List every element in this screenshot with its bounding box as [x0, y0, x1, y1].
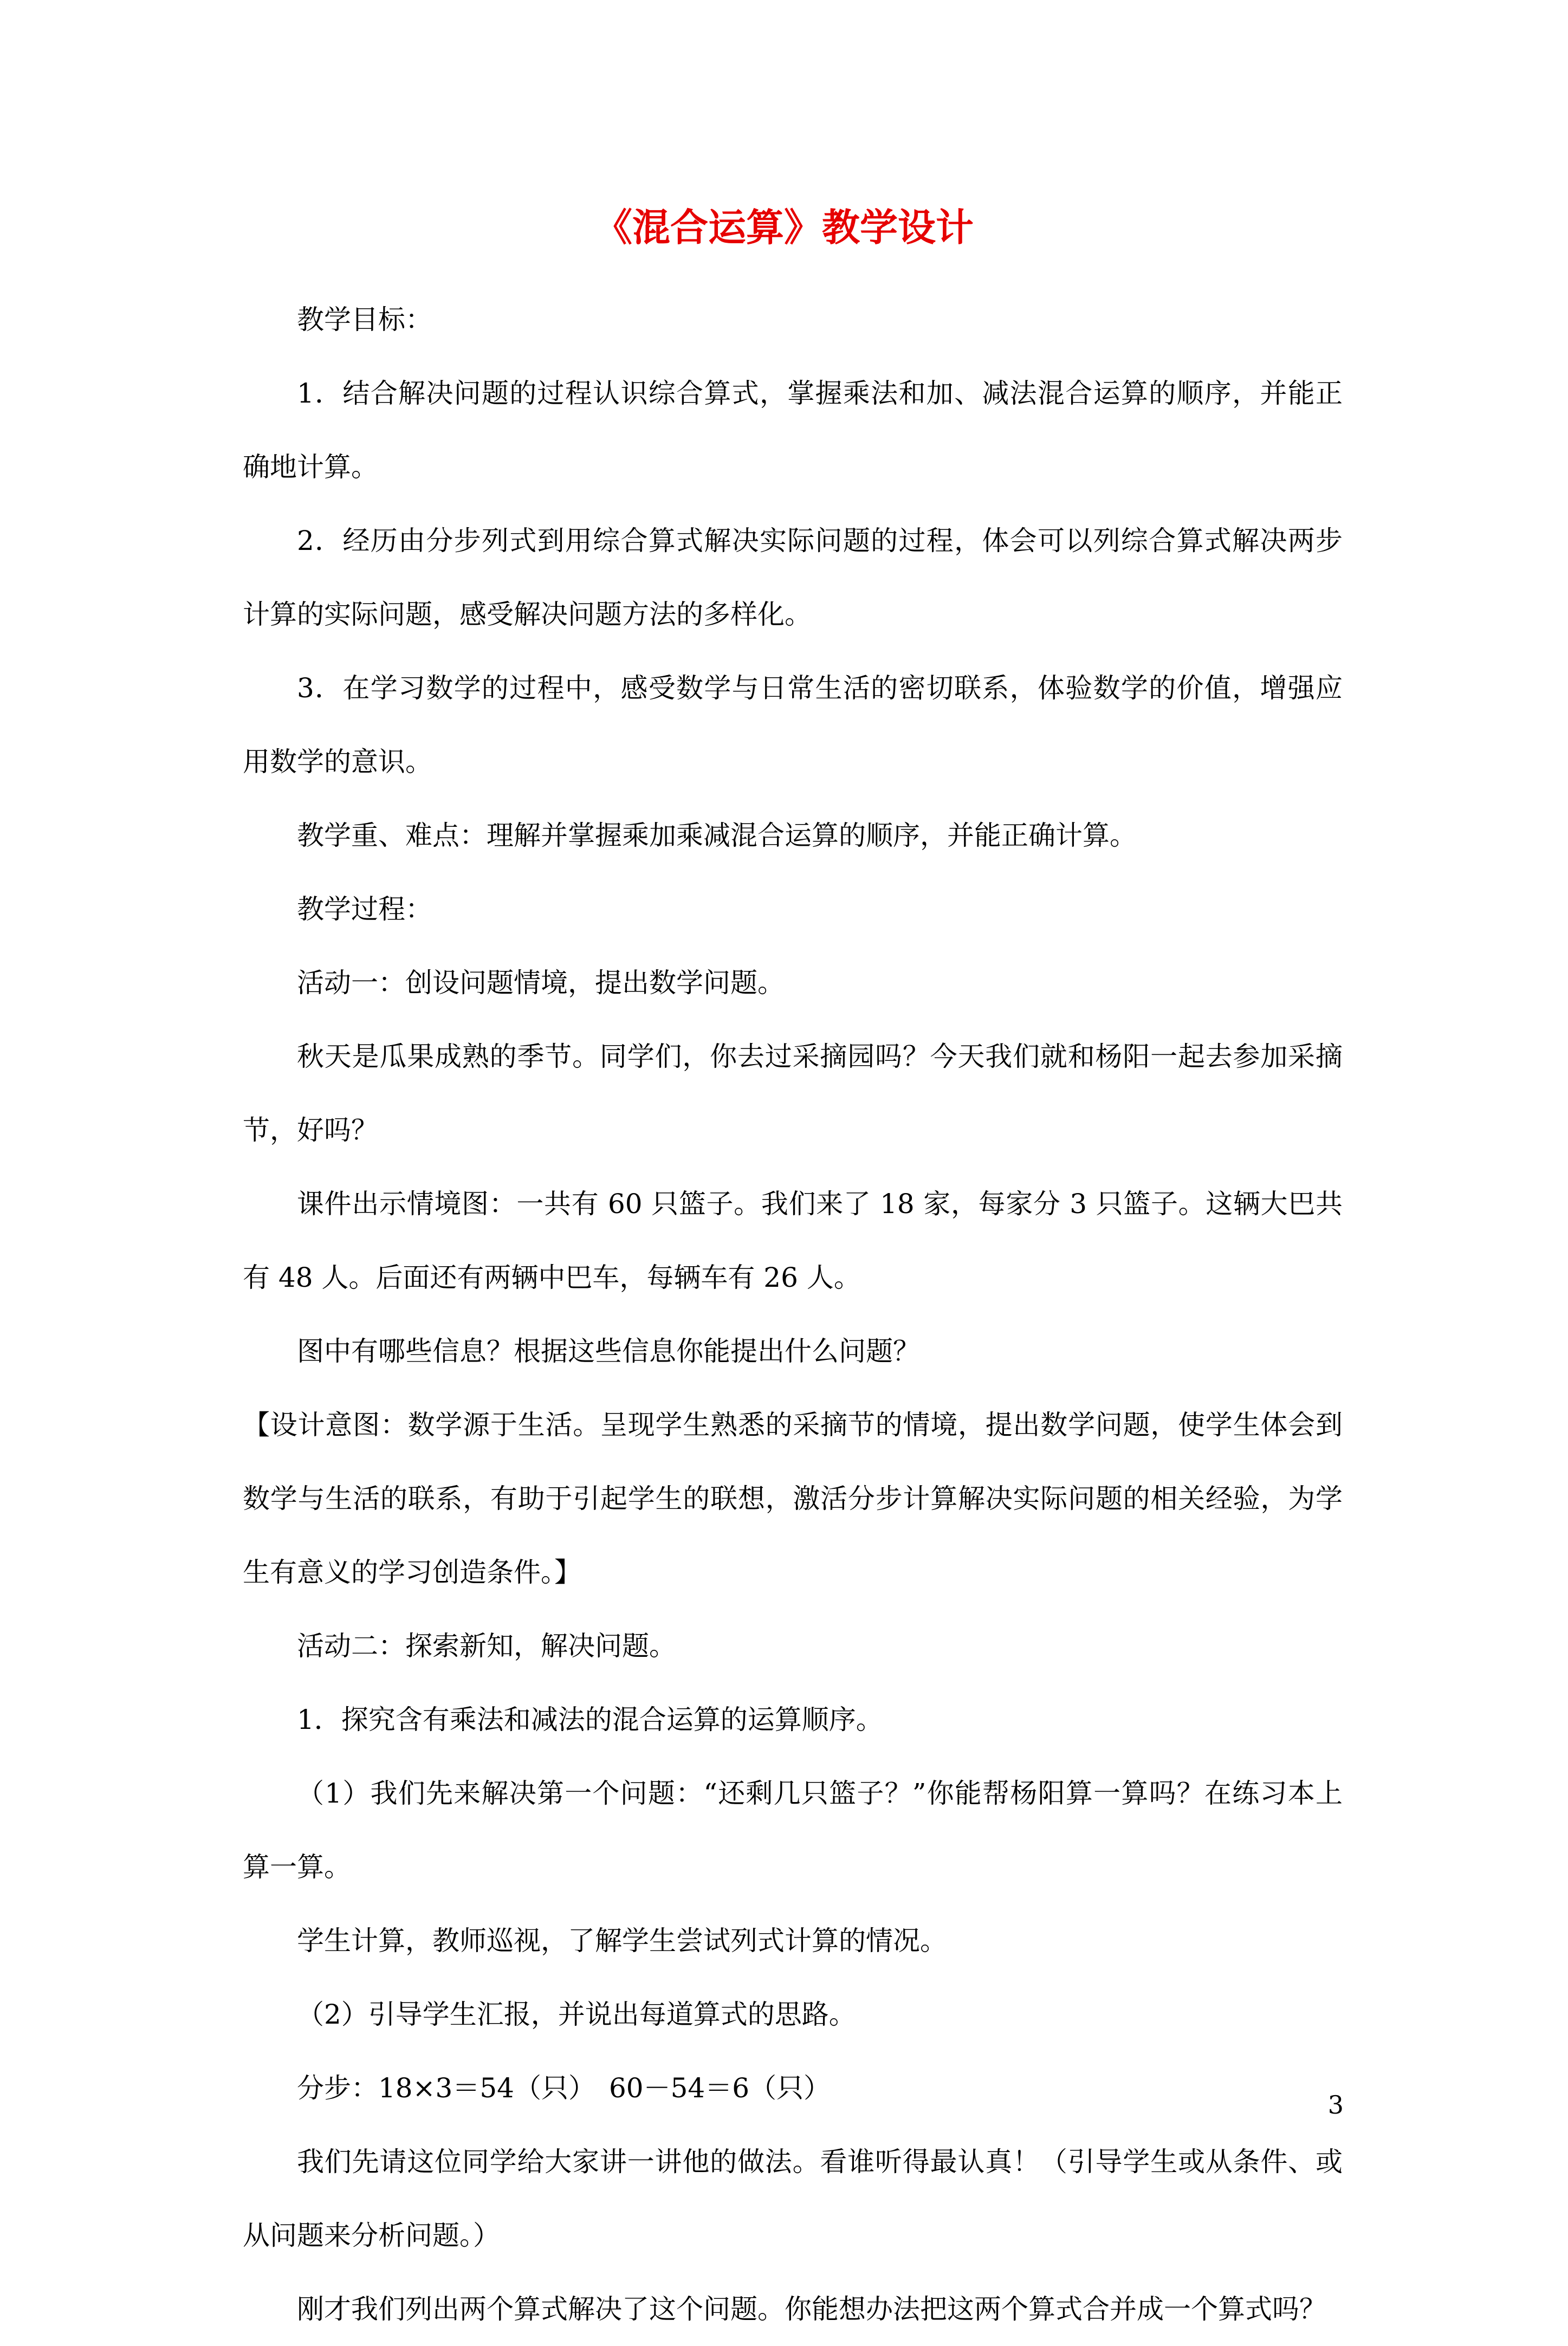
paragraph-process-heading: 教学过程：	[297, 893, 432, 925]
paragraph-scenario: 课件出示情境图：一共有 60 只篮子。我们来了 18 家，每家分 3 只篮子。这辆大巴共有 48 人。后面还有两辆中巴车，每辆车有 26 人。	[243, 1188, 1343, 1293]
paragraph-student-calc: 学生计算，教师巡视，了解学生尝试列式计算的情况。	[297, 1925, 947, 1956]
paragraph-goal-1: 1．结合解决问题的过程认识综合算式，掌握乘法和加、减法混合运算的顺序，并能正确地计算。	[243, 378, 1343, 483]
paragraph-explain-method: 我们先请这位同学给大家讲一讲他的做法。看谁听得最认真！（引导学生或从条件、或从问题来分析问题。）	[243, 2146, 1343, 2251]
paragraph-teaching-goals-heading: 教学目标：	[297, 304, 432, 335]
paragraph-combine-question: 刚才我们列出两个算式解决了这个问题。你能想办法把这两个算式合并成一个算式吗？	[297, 2293, 1326, 2325]
paragraph-question-prompt: 图中有哪些信息？根据这些信息你能提出什么问题？	[297, 1336, 920, 1367]
paragraph-autumn-intro: 秋天是瓜果成熟的季节。同学们，你去过采摘园吗？今天我们就和杨阳一起去参加采摘节，好吗？	[243, 1041, 1343, 1146]
document-body	[243, 283, 1343, 2346]
paragraph-goal-3: 3．在学习数学的过程中，感受数学与日常生活的密切联系，体验数学的价值，增强应用数学的意识。	[243, 672, 1343, 777]
paragraph-explore-order: 1．探究含有乘法和减法的混合运算的运算顺序。	[297, 1704, 883, 1735]
paragraph-goal-2: 2．经历由分步列式到用综合算式解决实际问题的过程，体会可以列综合算式解决两步计算的实际问题，感受解决问题方法的多样化。	[243, 525, 1343, 630]
paragraph-first-question: （1）我们先来解决第一个问题：“还剩几只篮子？”你能帮杨阳算一算吗？在练习本上算一算。	[243, 1778, 1343, 1883]
page-number: 3	[1327, 2090, 1344, 2120]
paragraph-guide-report: （2）引导学生汇报，并说出每道算式的思路。	[297, 1999, 856, 2030]
document-title: 《混合运算》教学设计	[594, 205, 974, 250]
paragraph-activity-2-heading: 活动二：探索新知，解决问题。	[297, 1630, 676, 1662]
paragraph-design-intent: 【设计意图：数学源于生活。呈现学生熟悉的采摘节的情境，提出数学问题，使学生体会到数学与生活的联系，有助于引起学生的联想，激活分步计算解决实际问题的相关经验，为学生有意义的学习创造条件。】	[243, 1409, 1343, 1588]
paragraph-activity-1-heading: 活动一：创设问题情境，提出数学问题。	[297, 967, 785, 999]
paragraph-key-difficulties: 教学重、难点：理解并掌握乘加乘减混合运算的顺序，并能正确计算。	[297, 820, 1137, 851]
paragraph-step-equations: 分步：18×3＝54（只） 60－54＝6（只）	[297, 2072, 831, 2104]
